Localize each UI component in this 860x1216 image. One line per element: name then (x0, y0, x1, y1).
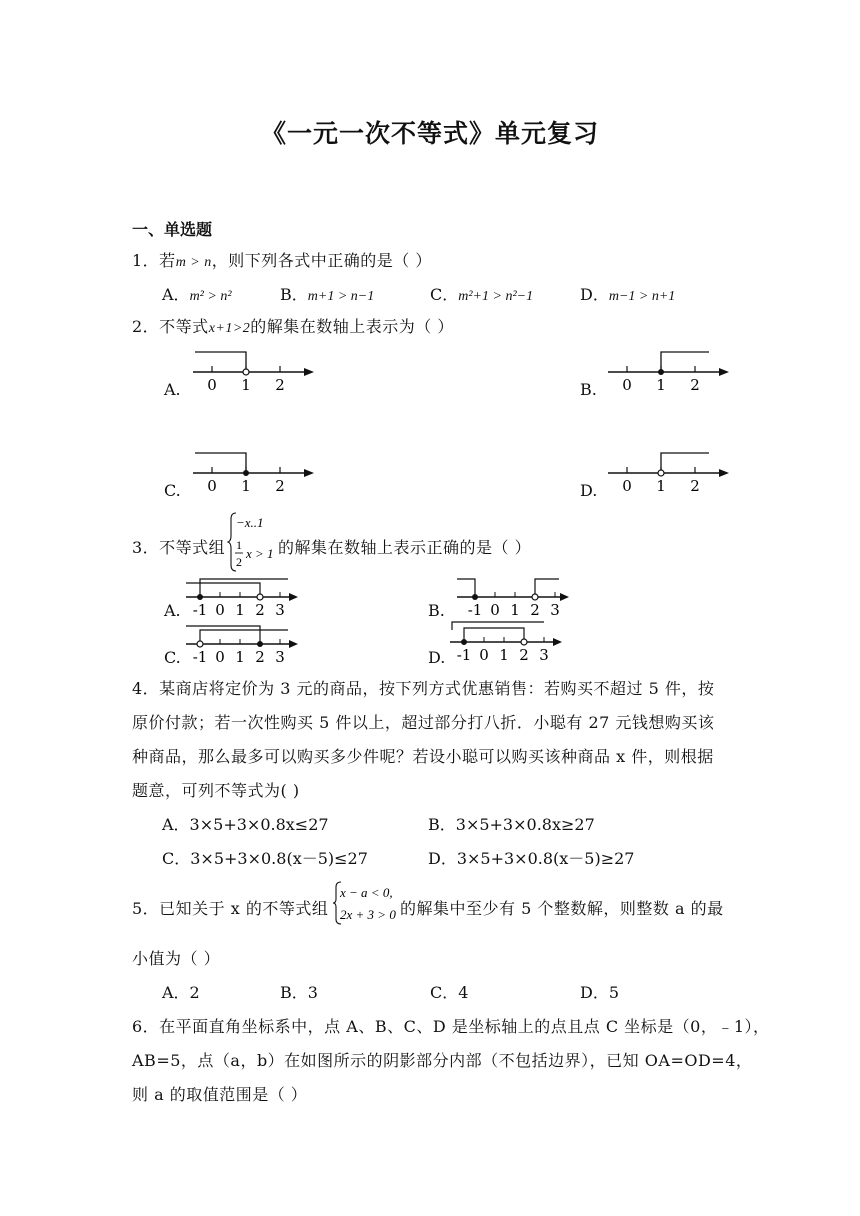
q2-option-c-number-line (190, 449, 320, 497)
tick-label: 0 (479, 646, 489, 664)
page-title: 《一元一次不等式》单元复习 (260, 119, 599, 148)
question-5-stem-prefix: 5．已知关于 x 的不等式组 (132, 899, 329, 918)
q1-option-d: D．m−1 > n+1 (580, 285, 676, 304)
tick-label: 0 (215, 601, 225, 619)
q4-option-a: A．3×5+3×0.8x≤27 (162, 815, 329, 834)
tick-label: 2 (530, 601, 540, 619)
q5-system-line-2: 2x + 3 > 0 (340, 907, 396, 922)
question-2-stem: 2．不等式x+1>2的解集在数轴上表示为（ ） (132, 317, 454, 336)
q4-option-b: B．3×5+3×0.8x≥27 (428, 815, 595, 834)
question-6-line-2: AB=5，点（a，b）在如图所示的阴影部分内部（不包括边界），已知 OA=OD=4， (132, 1051, 753, 1070)
tick-label: 1 (656, 376, 666, 394)
q4-option-d: D．3×5+3×0.8(x－5)≥27 (428, 849, 635, 868)
question-5-stem-suffix: 的解集中至少有 5 个整数解，则整数 a 的最 (400, 899, 724, 918)
question-4-line-3: 种商品，那么最多可以购买多少件呢？若设小聪可以购买该种商品 x 件，则根据 (132, 747, 714, 766)
q3-system-line-2: x > 1 (246, 546, 274, 561)
q3-system-line-1: −x..1 (236, 515, 264, 530)
question-1-stem: 1．若m > n，则下列各式中正确的是（ ） (132, 251, 432, 270)
tick-label: 0 (622, 376, 632, 394)
question-4-line-1: 4．某商店将定价为 3 元的商品，按下列方式优惠销售：若购买不超过 5 件，按 (132, 679, 715, 698)
q1-option-a: A．m² > n² (162, 285, 232, 304)
tick-label: 1 (241, 477, 251, 495)
tick-label: 3 (275, 648, 285, 666)
tick-label: 2 (519, 646, 529, 664)
tick-label: 2 (690, 477, 700, 495)
tick-label: 1 (510, 601, 520, 619)
q2-option-a-label: A. (164, 380, 181, 399)
q5-inequality-system (332, 880, 404, 926)
tick-label: -1 (192, 648, 208, 666)
q3-fraction-numerator: 1 (236, 538, 242, 552)
q2-option-b-label: B. (580, 380, 597, 399)
q5-option-c: C．4 (430, 983, 469, 1002)
q5-system-line-1: x − a < 0, (340, 885, 393, 900)
q3-inequality-system (227, 510, 279, 574)
tick-label: 3 (539, 646, 549, 664)
tick-label: 3 (550, 601, 560, 619)
tick-label: -1 (456, 646, 472, 664)
q5-option-a: A．2 (162, 983, 200, 1002)
question-6-line-1: 6．在平面直角坐标系中，点 A、B、C、D 是坐标轴上的点且点 C 坐标是（0，﹣1）， (132, 1017, 770, 1036)
question-5-line-2: 小值为（ ） (132, 949, 221, 968)
q2-option-b-number-line (605, 348, 735, 396)
q3-option-a-label: A. (164, 601, 181, 620)
tick-label: 1 (241, 376, 251, 394)
q3-option-b-label: B. (428, 601, 445, 620)
q3-option-c-label: C. (164, 648, 181, 667)
q3-option-c-number-line (184, 622, 304, 666)
tick-label: -1 (192, 601, 208, 619)
tick-label: 2 (275, 477, 285, 495)
q3-option-d-label: D. (428, 648, 446, 667)
question-6-line-3: 则 a 的取值范围是（ ） (132, 1085, 308, 1104)
q3-option-d-number-line (448, 620, 568, 664)
q2-option-d-label: D. (580, 481, 598, 500)
q4-option-c: C．3×5+3×0.8(x－5)≤27 (162, 849, 368, 868)
q5-option-b: B．3 (280, 983, 318, 1002)
q5-option-d: D．5 (580, 983, 620, 1002)
section-heading: 一、单选题 (132, 220, 213, 239)
tick-label: 2 (275, 376, 285, 394)
tick-label: 0 (622, 477, 632, 495)
q3-option-a-number-line (184, 575, 304, 619)
question-3-stem-suffix: 的解集在数轴上表示正确的是（ ） (278, 538, 532, 557)
question-4-line-4: 题意，可列不等式为( ) (132, 781, 300, 800)
q2-option-c-label: C. (164, 481, 181, 500)
tick-label: 1 (499, 646, 509, 664)
tick-label: 0 (207, 477, 217, 495)
tick-label: 0 (215, 648, 225, 666)
tick-label: 2 (255, 648, 265, 666)
question-4-line-2: 原价付款；若一次性购买 5 件以上，超过部分打八折．小聪有 27 元钱想购买该 (132, 713, 715, 732)
tick-label: 3 (275, 601, 285, 619)
tick-label: 0 (207, 376, 217, 394)
q1-option-c: C．m²+1 > n²−1 (430, 285, 534, 304)
tick-label: 1 (235, 648, 245, 666)
tick-label: 1 (235, 601, 245, 619)
question-3-stem-prefix: 3．不等式组 (132, 538, 226, 557)
q1-option-b: B．m+1 > n−1 (280, 285, 375, 304)
tick-label: -1 (467, 601, 483, 619)
q2-option-a-number-line (190, 348, 320, 396)
tick-label: 1 (656, 477, 666, 495)
tick-label: 2 (255, 601, 265, 619)
tick-label: 0 (490, 601, 500, 619)
tick-label: 2 (690, 376, 700, 394)
q3-fraction-denominator: 2 (236, 555, 242, 569)
q3-option-b-number-line (455, 575, 575, 619)
q2-option-d-number-line (605, 449, 735, 497)
